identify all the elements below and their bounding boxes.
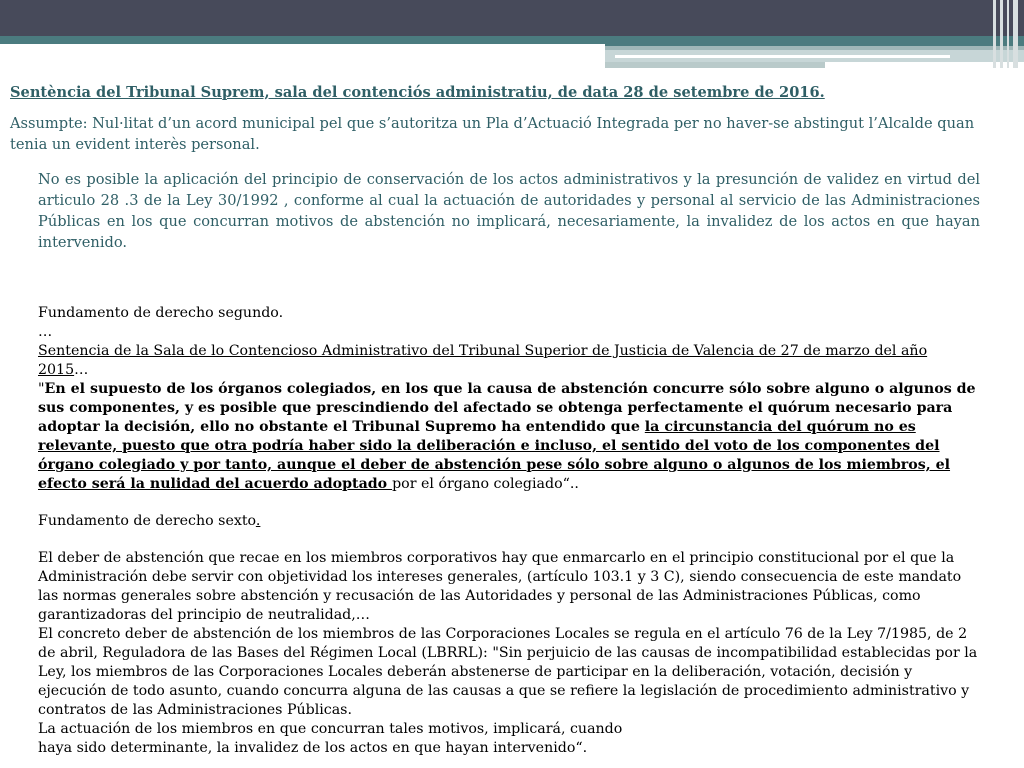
quoted-ruling (38, 380, 980, 494)
fundamentos-block (38, 304, 980, 758)
sentencia-reference-tail: … (74, 362, 89, 378)
header-white-tab (0, 44, 605, 52)
quote-tail: por el órgano colegiado“.. (392, 476, 579, 492)
fundamento-sexto-heading-text: Fundamento de derecho sexto (38, 513, 256, 529)
sexto-paragraph-4: haya sido determinante, la invalidez de los actos en que hayan intervenido“. (38, 740, 588, 756)
sexto-paragraph-2: El concreto deber de abstención de los miembros de las Corporaciones Locales se regula en el artículo 76 de la Ley 7/1985, de 2 de abril, Reguladora de las Bases del Régimen Local (LBRRL): "Sin perjuicio de las causas de incompatibilidad establecidas por la Ley, los miembros de las Corporaciones Locales deberán abstenerse de participar en la deliberación, votación, decisión y ejecución de todo asunto, cuando concurra alguna de las causas a que se refiere la legislación de procedimiento administrativo y contratos de las Administraciones Públicas. (38, 626, 978, 718)
header-gray-bar (605, 62, 825, 68)
quote-bold: En el supuesto de los órganos colegiados, en los que la causa de abstención concurre sólo sobre alguno o algunos de sus componentes, y es posible que prescindiendo del afectado se obtenga perfectamente el quórum necesario para adoptar la decisión, ello no obstante el Tribunal Supremo ha entendido que (38, 381, 976, 435)
sexto-paragraph-1: El deber de abstención que recae en los miembros corporativos hay que enmarcarlo en el principio constitucional por el que la Administración debe servir con objetividad los intereses generales, (artículo 103.1 y 3 C), siendo consecuencia de este mandato las normas generales sobre abstención y recusación de las Autoridades y personal de las Administraciones Públicas, como garantizadoras del principio de neutralidad,… (38, 550, 962, 623)
sentencia-reference-link: Sentencia de la Sala de lo Contencioso Administrativo del Tribunal Superior de Justicia de Valencia de 27 de marzo del año 2015 (38, 343, 928, 378)
assumpte-text: Assumpte: Nul·litat d’un acord municipal pel que s’autoritza un Pla d’Actuació Integrada per no haver-se abstingut l’Alcalde quan tenia un evident interès personal. (10, 115, 975, 153)
ellipsis-line: … (38, 324, 53, 340)
header-dark-band (0, 0, 1024, 36)
header-white-line (615, 55, 950, 58)
header-vertical-stripes (990, 0, 1024, 68)
quote-open: " (38, 381, 45, 397)
fundamento-segundo-heading: Fundamento de derecho segundo. (38, 305, 284, 321)
fundamento-sexto-heading (38, 512, 980, 531)
spanish-summary: No es posible la aplicación del principio de conservación de los actos administrativos y la presunción de validez en virtud del articulo 28 .3 de la Ley 30/1992 , conforme al cual la actuación de autoridades y personal al servicio de las Administraciones Públicas en los que concurran motivos de abstención no implicará, necesariamente, la invalidez de los actos en que hayan intervenido. (38, 171, 980, 251)
sentencia-reference (38, 342, 980, 380)
quote-bold-underlined: la circunstancia del quórum no es relevante, puesto que otra podría haber sido la deliberación e incluso, el sentido del voto de los componentes del órgano colegiado y por tanto, aunque el deber de abstención pese sólo sobre alguno o algunos de los miembros, el efecto será la nulidad del acuerdo adoptado (38, 419, 951, 492)
sexto-paragraph-3: La actuación de los miembros en que concurran tales motivos, implicará, cuando (38, 721, 623, 737)
slide-content (10, 82, 980, 758)
document-title: Sentència del Tribunal Suprem, sala del contenciós administratiu, de data 28 de setembre de 2016. (10, 84, 825, 101)
fundamento-sexto-heading-dot: . (255, 513, 261, 529)
